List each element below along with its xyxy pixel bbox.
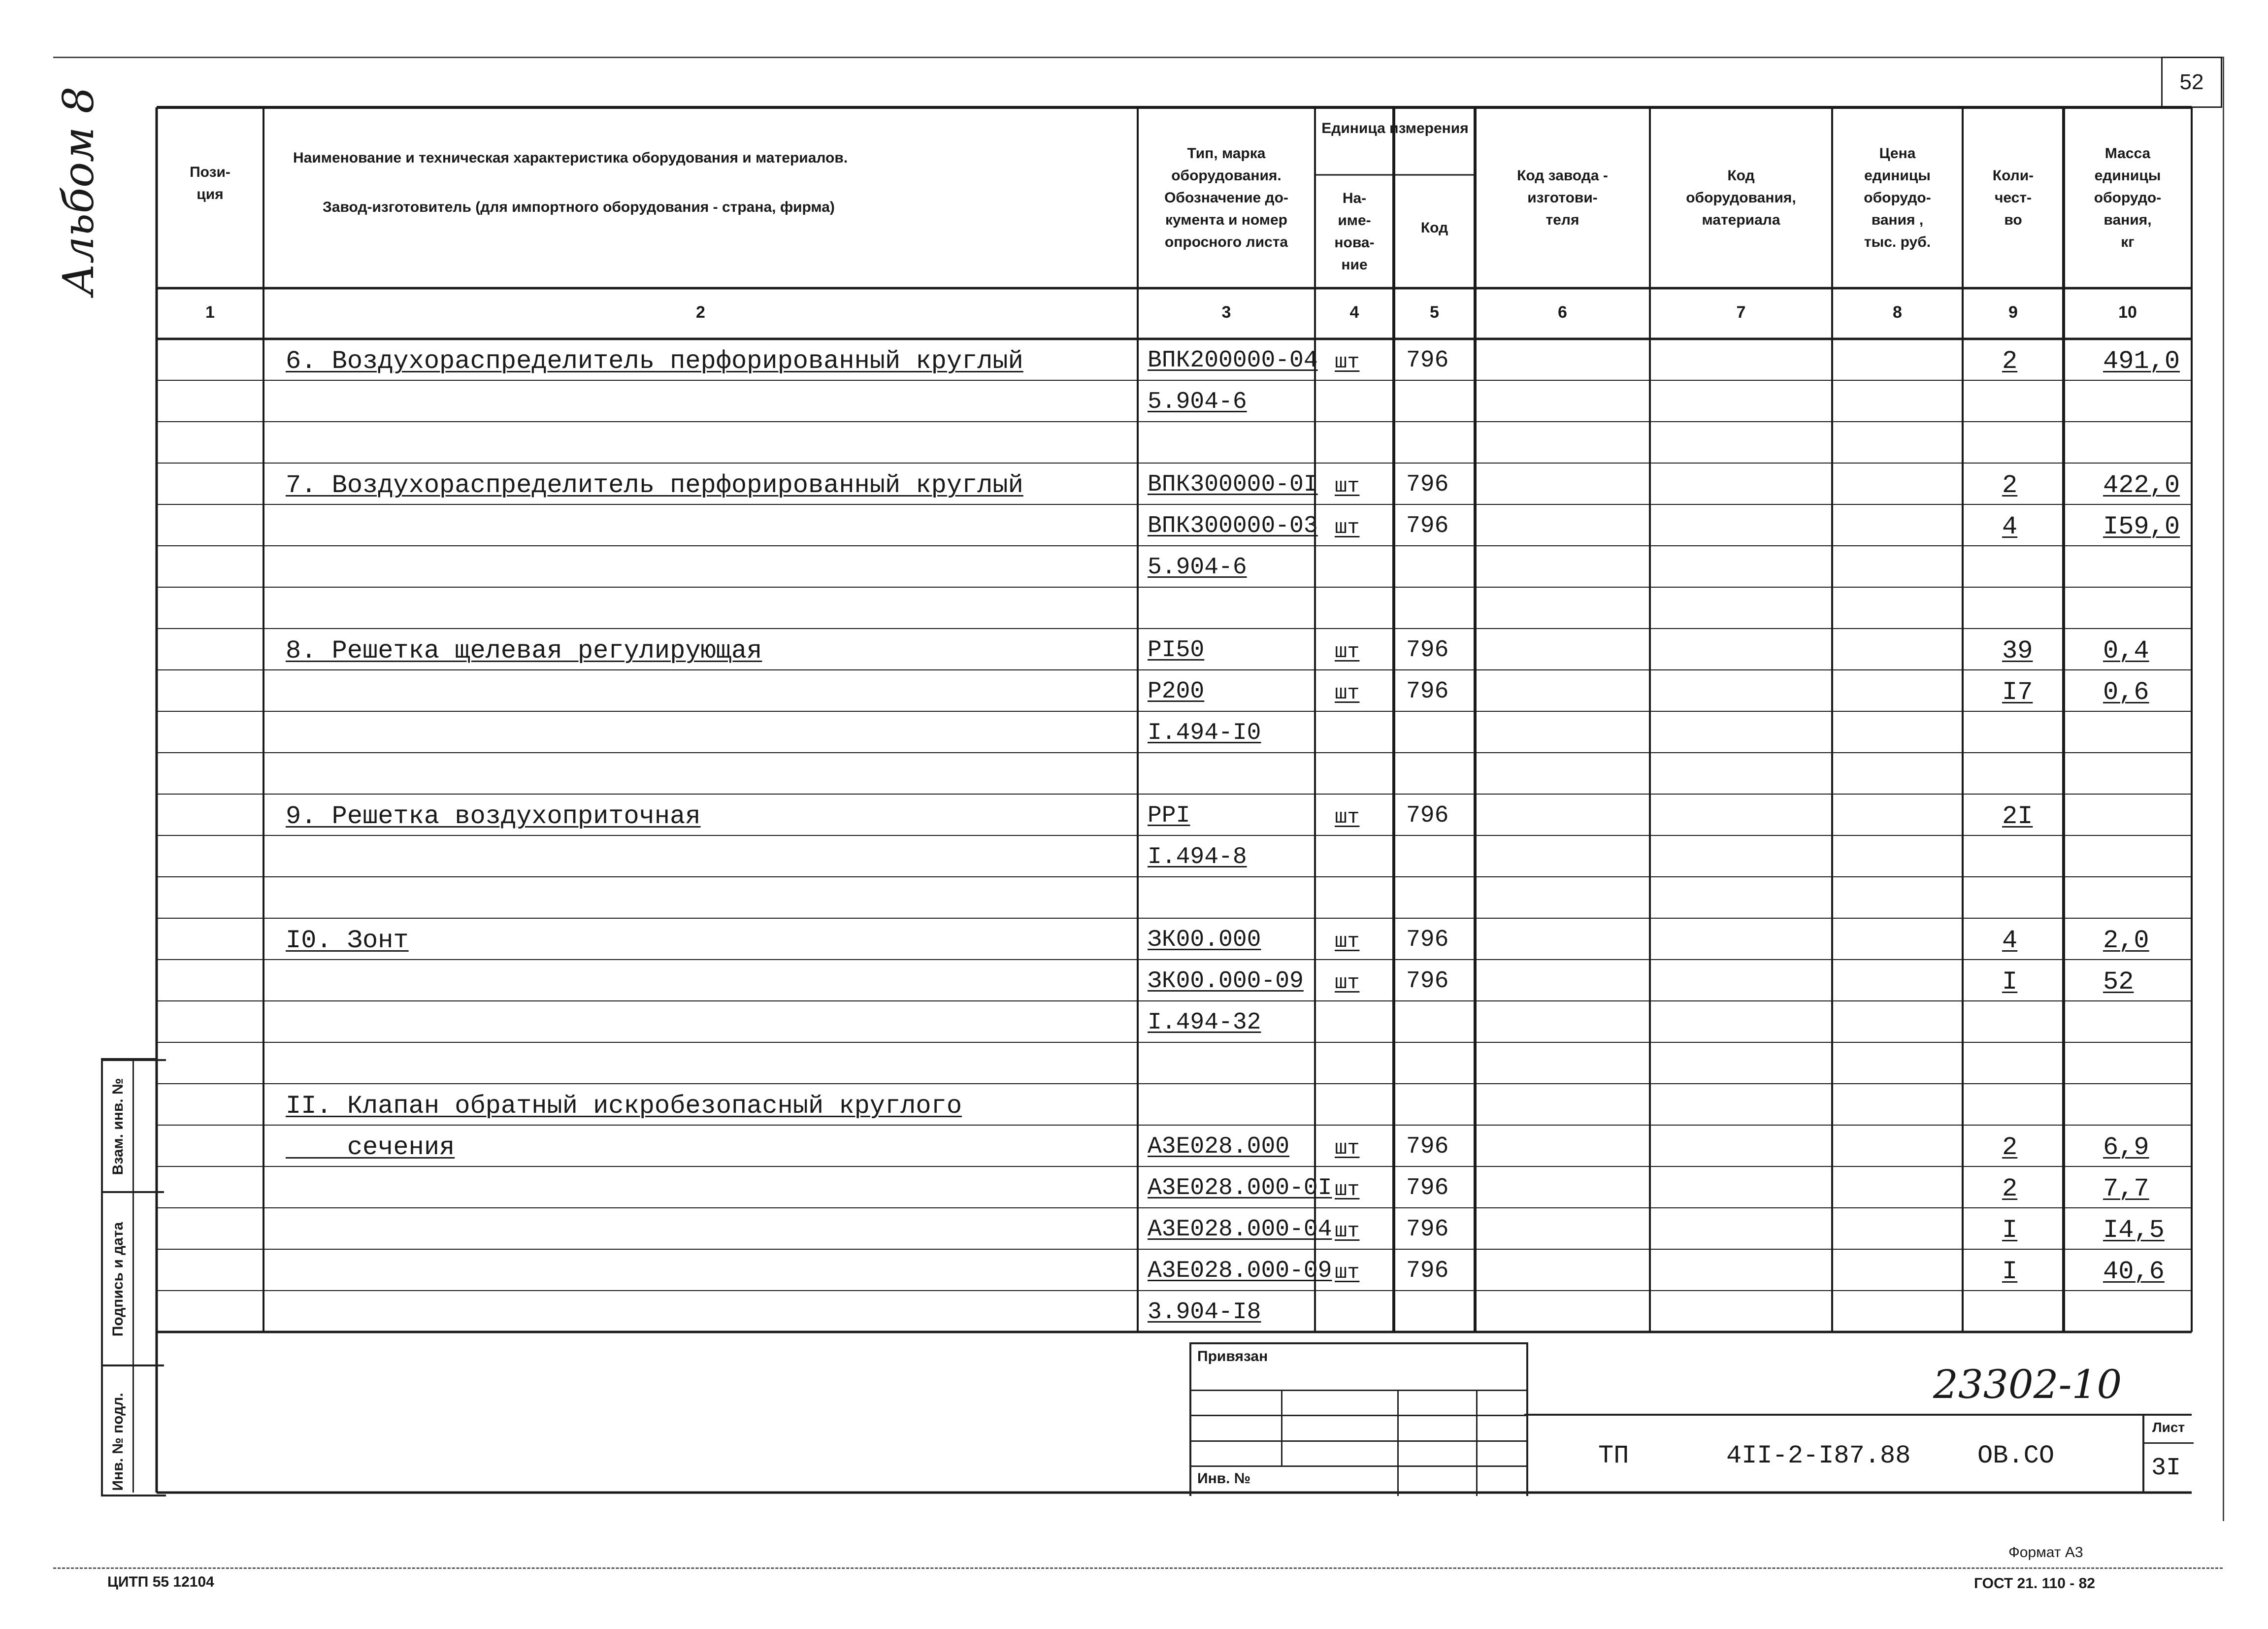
item-name: 9. Решетка воздухоприточная [286,802,701,831]
column-number: 6 [1558,303,1567,322]
item-type: ВПК200000-04 [1148,347,1318,374]
item-type: 3.904-I8 [1148,1299,1261,1326]
item-code: 796 [1406,968,1449,995]
header-equipment-code-line: материала [1702,212,1780,228]
item-quantity: 4 [2002,926,2018,955]
item-type: 5.904-6 [1148,554,1247,581]
header-quantity-line: чест- [1994,190,2032,206]
item-mass: 7,7 [2103,1174,2149,1203]
item-unit: шт [1335,1178,1360,1201]
item-unit: шт [1335,930,1360,953]
header-unit-name-line: нова- [1334,234,1375,251]
column-number: 7 [1736,303,1746,322]
item-quantity: I7 [2002,678,2033,707]
item-mass: 6,9 [2103,1133,2149,1162]
column-number: 10 [2118,303,2137,322]
header-equipment-code [1650,107,1832,288]
item-mass: 2,0 [2103,926,2149,955]
header-quantity-line: во [2004,212,2022,228]
page-number: 52 [2179,70,2204,94]
item-mass: 52 [2103,967,2134,997]
item-type: P200 [1148,678,1205,705]
item-unit: шт [1335,640,1360,664]
header-name-line1: Наименование и техническая характеристика оборудования и материалов. [293,150,848,166]
header-position-line: Пози- [190,164,230,180]
footer-line [53,1567,2223,1569]
inv-no-label: Инв. № [1197,1470,1251,1487]
column-number: 4 [1349,303,1359,322]
section-code: ОВ.СО [1977,1441,2055,1470]
item-code: 796 [1406,678,1449,705]
column-number: 5 [1430,303,1439,322]
item-quantity: 2 [2002,1133,2018,1162]
binding-stamp-title: Привязан [1197,1348,1268,1364]
item-type: А3Е028.000 [1148,1133,1290,1160]
column-number: 9 [2008,303,2018,322]
header-plant-code-line: изготови- [1527,190,1598,206]
header-mass-line: Масса [2104,145,2151,162]
item-type: 5.904-6 [1148,389,1247,415]
header-unit-code: Код [1420,220,1448,236]
header-price-line: Цена [1879,145,1916,162]
item-name: II. Клапан обратный искробезопасный круглого [286,1092,962,1121]
item-unit: шт [1335,474,1360,498]
item-quantity: 2 [2002,1174,2018,1203]
item-type: I.494-32 [1148,1009,1261,1036]
item-type: А3Е028.000-0I [1148,1175,1332,1201]
header-position-line: ция [197,186,224,202]
item-type: ВПК300000-0I [1148,471,1318,498]
item-code: 796 [1406,802,1449,829]
header-mass-line: вания, [2104,212,2152,228]
item-code: 796 [1406,471,1449,498]
header-equipment-code-line: оборудования, [1686,190,1796,206]
item-name: 7. Воздухораспределитель перфорированный круглый [286,471,1023,500]
header-plant-code [1475,107,1650,288]
item-mass: I4,5 [2103,1216,2165,1245]
item-type: I.494-8 [1148,844,1247,870]
item-code: 796 [1406,347,1449,374]
header-type-line: Тип, марка [1187,145,1266,162]
item-unit: шт [1335,350,1360,374]
item-quantity: 2 [2002,471,2018,500]
item-mass: 0,6 [2103,678,2149,707]
sheet-box [2142,1414,2194,1493]
column-number: 8 [1893,303,1902,322]
header-type [1138,107,1315,288]
item-unit: шт [1335,1136,1360,1160]
album-label: Альбом 8 [54,86,103,296]
side-label-inv: Инв. № подл. [110,1393,126,1491]
header-price-line: единицы [1864,167,1931,184]
header-equipment-code-line: Код [1727,167,1755,184]
item-code: 796 [1406,1175,1449,1201]
item-type: ВПК300000-03 [1148,513,1318,539]
item-type: ЗК00.000-09 [1148,968,1304,995]
item-quantity: I [2002,1257,2018,1286]
footer-gost: ГОСТ 21. 110 - 82 [1974,1575,2095,1592]
item-type: PI50 [1148,637,1205,664]
item-code: 796 [1406,1216,1449,1243]
title-block [1524,1362,2192,1495]
item-code: 796 [1406,1133,1449,1160]
header-quantity-line: Коли- [1992,167,2034,184]
item-mass: 422,0 [2103,471,2180,500]
header-type-line: оборудования. [1171,167,1282,184]
item-quantity: I [2002,967,2018,997]
item-type: I.494-I0 [1148,720,1261,746]
sheet-label: Лист [2152,1420,2185,1435]
item-quantity: 4 [2002,512,2018,541]
item-code: 796 [1406,513,1449,539]
item-mass: 40,6 [2103,1257,2165,1286]
header-mass-line: оборудо- [2094,190,2162,206]
header-price-line: оборудо- [1864,190,1931,206]
item-unit: шт [1335,971,1360,995]
header-mass-line: единицы [2094,167,2161,184]
header-type-line: Обозначение до- [1164,190,1288,206]
item-name: 6. Воздухораспределитель перфорированный круглый [286,347,1023,376]
side-label-vzam: Взам. инв. № [110,1078,126,1175]
binding-stamp [1189,1342,1528,1496]
item-quantity: 39 [2002,636,2033,665]
header-unit: Единица измерения [1321,120,1469,136]
header-unit-name-line: ние [1341,257,1368,273]
header-name-line2: Завод-изготовитель (для импортного оборудования - страна, фирма) [323,199,835,215]
header-mass [2064,107,2192,288]
header-unit-name [1315,175,1394,288]
item-code: 796 [1406,927,1449,953]
item-name: I0. Зонт [286,926,409,955]
item-unit: шт [1335,1219,1360,1243]
item-name: сечения [286,1133,455,1162]
header-type-line: опросного листа [1164,234,1288,250]
item-quantity: I [2002,1216,2018,1245]
header-plant-code-line: Код завода - [1517,167,1608,184]
project-code: 4II-2-I87.88 [1726,1441,1911,1470]
item-mass: I59,0 [2103,512,2180,541]
item-quantity: 2I [2002,802,2033,831]
footer-left: ЦИТП 55 12104 [107,1574,214,1590]
header-unit-name-line: име- [1338,212,1371,229]
column-number: 2 [696,303,705,322]
item-mass: 491,0 [2103,347,2180,376]
header-unit-name-line: На- [1342,190,1367,206]
item-type: PPI [1148,802,1190,829]
item-unit: шт [1335,1261,1360,1284]
item-type: А3Е028.000-04 [1148,1216,1332,1243]
item-code: 796 [1406,637,1449,664]
item-name: 8. Решетка щелевая регулирующая [286,636,762,665]
footer-format: Формат А3 [2008,1544,2083,1561]
item-type: А3Е028.000-09 [1148,1258,1332,1284]
header-plant-code-line: теля [1545,212,1579,228]
item-unit: шт [1335,805,1360,829]
header-price [1832,107,1963,288]
item-quantity: 2 [2002,347,2018,376]
header-type-line: кумента и номер [1165,212,1288,228]
header-mass-line: кг [2121,234,2135,250]
side-label-podpis: Подпись и дата [110,1222,126,1337]
header-price-line: вания , [1871,212,1924,228]
handwritten-number: 23302-10 [1933,1362,2122,1407]
tp-label: ТП [1598,1441,1629,1470]
item-unit: шт [1335,516,1360,539]
item-mass: 0,4 [2103,636,2149,665]
item-type: ЗК00.000 [1148,927,1261,953]
item-unit: шт [1335,681,1360,705]
header-position [157,107,263,259]
column-number: 3 [1221,303,1231,322]
sheet-number: 3I [2151,1454,2181,1482]
header-quantity [1963,107,2064,288]
column-number: 1 [205,303,215,322]
header-price-line: тыс. руб. [1864,234,1931,250]
item-code: 796 [1406,1258,1449,1284]
